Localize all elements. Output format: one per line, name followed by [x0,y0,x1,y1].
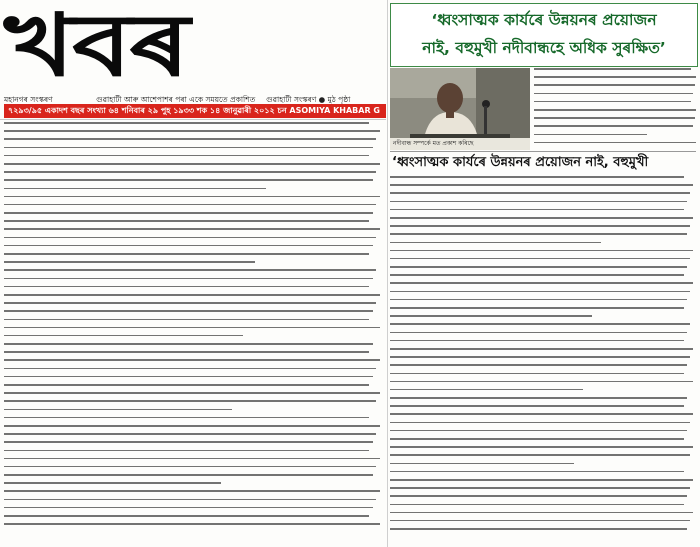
text-line [4,204,376,206]
text-line [390,332,687,334]
text-line [4,359,380,361]
text-line [390,250,693,252]
text-line [390,487,690,489]
intro-text-block [534,68,698,150]
speaker-photo [390,68,530,150]
text-line [4,466,376,468]
publication-note: গুৱাহাটী আৰু আশেপাশৰ পৰা একে সময়তে প্ৰকাশিত [96,95,256,104]
text-line [390,528,687,530]
text-line [390,397,687,399]
text-line [4,269,376,271]
text-line [4,507,373,509]
sub-article-rule [390,151,696,152]
text-line [4,261,255,263]
text-line [390,233,687,235]
text-line [4,433,376,435]
left-article-body [4,122,384,540]
text-line [4,458,380,460]
text-line [4,310,373,312]
main-headline [391,6,697,62]
text-line [4,368,376,370]
right-article-body [390,176,696,542]
text-line [4,392,380,394]
text-line [4,417,369,419]
text-line [390,258,690,260]
text-line [4,376,373,378]
text-line [390,463,574,465]
text-line [4,179,373,181]
text-line [4,228,380,230]
text-line [4,335,243,337]
text-line [390,389,583,391]
text-line [390,504,684,506]
text-line [534,101,691,103]
headline-line-1: ‘ধ্বংসাত্মক কাৰ্যৰে উন্নয়নৰ প্ৰয়োজন [431,11,657,29]
header-rule [0,119,386,120]
text-line [4,441,373,443]
text-line [4,474,373,476]
text-line [390,430,687,432]
text-line [4,245,373,247]
text-line [4,482,221,484]
text-line [534,125,693,127]
text-line [390,282,693,284]
text-line [4,253,369,255]
text-line [390,422,690,424]
text-line [4,351,369,353]
text-line [4,384,369,386]
headline-box [390,3,698,67]
text-line [390,340,684,342]
text-line [4,163,380,165]
text-line [4,212,373,214]
text-line [390,307,684,309]
text-line [390,192,690,194]
page-note: গুৱাহাটী সংস্কৰণ ● মুঠ পৃষ্ঠা [266,95,351,104]
text-line [4,450,369,452]
text-line [390,242,601,244]
text-line [534,76,696,78]
text-line [390,381,693,383]
text-line [4,171,376,173]
edition-label: মহানগৰ সংস্কৰণ [4,95,53,104]
text-line [390,364,687,366]
text-line [534,117,695,119]
text-line [4,515,369,517]
date-bar [4,104,386,118]
text-line [4,130,380,132]
text-line [390,520,690,522]
text-line [4,188,266,190]
text-line [4,294,380,296]
text-line [390,315,592,317]
text-line [390,471,684,473]
text-line [4,138,376,140]
column-divider [387,0,388,547]
text-line [4,220,369,222]
text-line [4,155,369,157]
text-line [4,147,373,149]
text-line [4,302,376,304]
text-line [390,356,690,358]
text-line [390,512,693,514]
text-line [4,319,369,321]
text-line [390,176,684,178]
text-line [4,122,369,124]
text-line [390,225,690,227]
text-line [4,237,376,239]
text-line [4,327,380,329]
masthead [4,2,386,110]
text-line [4,409,232,411]
text-line [390,266,687,268]
sub-article-headline: ‘ধ্বংসাত্মক কাৰ্যৰে উন্নয়নৰ প্ৰয়োজন নাই, বহুমুখী [392,155,649,170]
text-line [4,343,373,345]
text-line [534,109,696,111]
text-line [4,400,376,402]
text-line [390,217,693,219]
text-line [390,373,684,375]
newspaper-title: খবৰ [4,0,188,96]
text-line [390,184,693,186]
text-line [390,438,684,440]
text-line [390,323,690,325]
date-text: ৭২৯৩/৯৫ একাদশ বছৰ সংখ্যা ৬৪ শনিবাৰ ২৯ পুহ ১৯৩৩ শক ১৪ জানুৱাৰী ২০১২ চন ASOMIYA KHABAR G [8,106,380,115]
text-line [534,93,693,95]
text-line [390,446,693,448]
text-line [4,425,380,427]
text-line [4,278,373,280]
text-line [390,495,687,497]
text-line [534,142,696,144]
text-line [4,286,369,288]
text-line [534,68,691,70]
text-line [390,201,687,203]
text-line [390,291,690,293]
headline-line-2: নাই, বহুমুখী নদীবান্ধহে অধিক সুৰক্ষিত’ [422,39,666,57]
text-line [390,299,687,301]
text-line [390,405,684,407]
text-line [4,196,380,198]
text-line [390,348,693,350]
text-line [534,84,695,86]
text-line [534,134,647,136]
text-line [4,490,380,492]
text-line [390,479,693,481]
text-line [4,523,380,525]
text-line [390,209,684,211]
text-line [390,274,684,276]
text-line [390,454,690,456]
text-line [390,413,693,415]
text-line [4,499,376,501]
photo-caption: নদীবান্ধ সম্পৰ্কে মত প্ৰকাশ কৰিছে [390,138,530,150]
